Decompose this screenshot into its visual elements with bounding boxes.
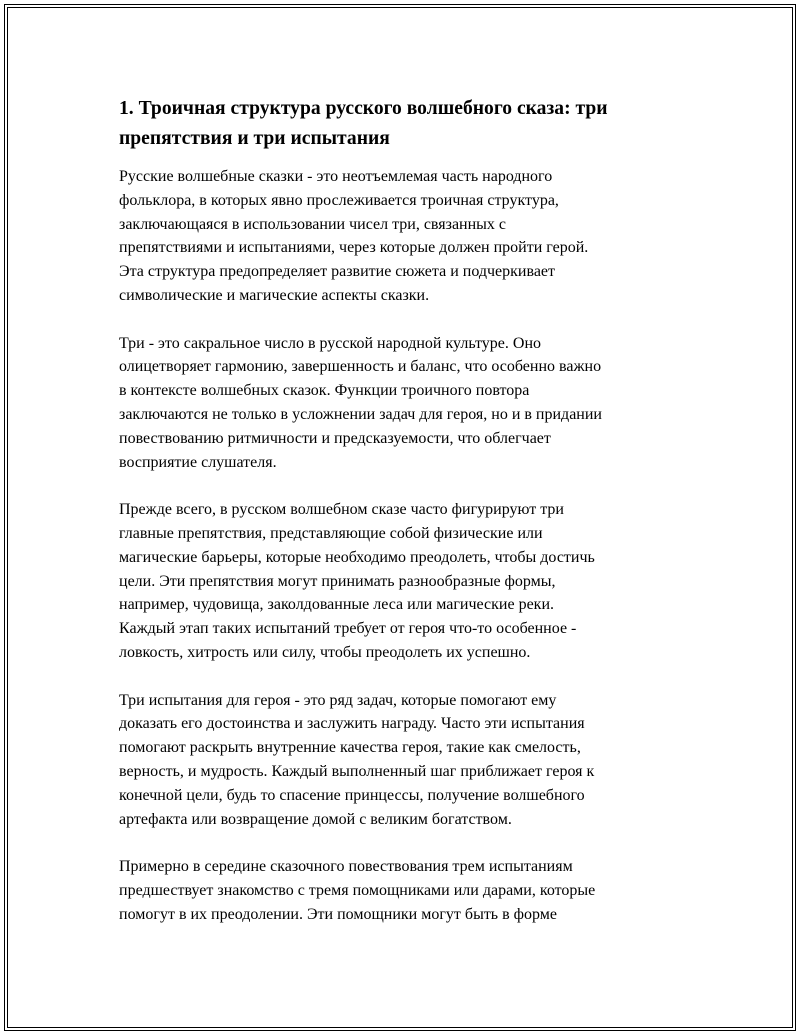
text-line: заключающаяся в использовании чисел три, связанных с <box>119 215 507 233</box>
text-line: Каждый этап таких испытаний требует от героя что-то особенное - <box>119 620 577 638</box>
text-line: магические барьеры, которые необходимо преодолеть, чтобы достичь <box>119 548 595 566</box>
paragraph-1 <box>119 165 694 308</box>
text-line: доказать его достоинства и заслужить награду. Часто эти испытания <box>119 715 585 733</box>
text-line: Русские волшебные сказки - это неотъемлемая часть народного <box>119 168 553 185</box>
paragraph-3 <box>119 498 694 665</box>
section-title <box>119 94 694 154</box>
text-line: препятствиями и испытаниями, через которые должен пройти герой. <box>119 239 589 257</box>
text-line: Примерно в середине сказочного повествования трем испытаниям <box>119 858 573 876</box>
text-line: Прежде всего, в русском волшебном сказе часто фигурируют три <box>119 501 564 519</box>
text-line: заключаются не только в усложнении задач для героя, но и в придании <box>119 405 602 423</box>
text-line: Три - это сакральное число в русской народной культуре. Оно <box>119 334 542 352</box>
text-line: цели. Эти препятствия могут принимать разнообразные формы, <box>119 572 556 590</box>
text-line: Три испытания для героя - это ряд задач, которые помогают ему <box>119 691 557 709</box>
text-line: восприятие слушателя. <box>119 453 277 471</box>
text-line: Эта структура предопределяет развитие сюжета и подчеркивает <box>119 263 556 281</box>
text-line: символические и магические аспекты сказки. <box>119 286 430 304</box>
text-line: в контексте волшебных сказок. Функции троичного повтора <box>119 382 530 400</box>
paragraph-4 <box>119 689 694 832</box>
document-body <box>119 94 694 950</box>
text-line: фольклора, в которых явно прослеживается троичная структура, <box>119 191 559 209</box>
text-line: помогают раскрыть внутренние качества героя, такие как смелость, <box>119 739 581 757</box>
text-line: конечной цели, будь то спасение принцессы, получение волшебного <box>119 786 585 804</box>
text-line: олицетворяет гармонию, завершенность и баланс, что особенно важно <box>119 358 602 376</box>
text-line: повествованию ритмичности и предсказуемости, что облегчает <box>119 429 551 447</box>
paragraph-2 <box>119 332 694 475</box>
text-line: предшествует знакомство с тремя помощниками или дарами, которые <box>119 881 596 899</box>
text-line: ловкость, хитрость или силу, чтобы преодолеть их успешно. <box>119 643 531 661</box>
text-line: верность, и мудрость. Каждый выполненный шаг приближает героя к <box>119 762 595 780</box>
title-line: препятствия и три испытания <box>119 128 390 149</box>
paragraph-5 <box>119 855 694 926</box>
text-line: артефакта или возвращение домой с великим богатством. <box>119 810 512 828</box>
text-line: главные препятствия, представляющие собой физические или <box>119 524 543 542</box>
text-line: помогут в их преодолении. Эти помощники могут быть в форме <box>119 905 558 923</box>
title-line: 1. Троичная структура русского волшебного сказа: три <box>119 98 608 119</box>
text-line: например, чудовища, заколдованные леса или магические реки. <box>119 596 554 614</box>
